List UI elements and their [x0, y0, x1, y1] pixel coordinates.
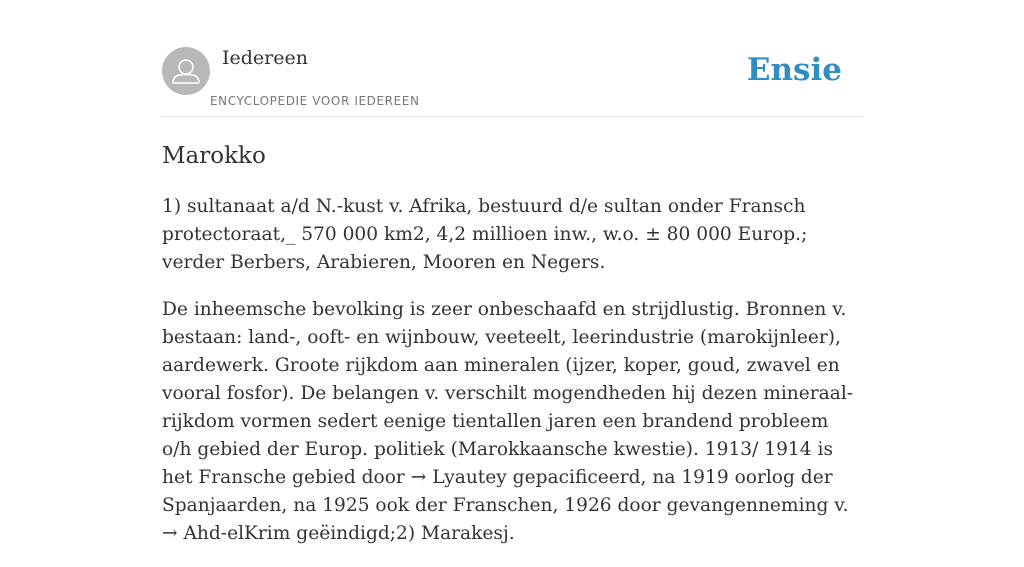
article-body [162, 193, 862, 548]
header [162, 0, 862, 117]
avatar[interactable] [162, 47, 210, 95]
author-name[interactable]: Iedereen [222, 47, 308, 69]
article-paragraph: De inheemsche bevolking is zeer onbeschaafd en strijdlustig. Bronnen v. bestaan: land-, ooft- en wijnbouw, veeteelt, leerindustrie (marokijnleer), aardewerk. Groote rijkdom aan mineralen (ijzer, koper, goud, zwavel en vooral fosfor). De belangen v. verschilt mogendheden hij dezen mineraal-rijkdom vormen sedert eenige tientallen jaren een brandend probleem o/h gebied der Europ. politiek (Marokkaansche kwestie). 1913/ 1914 is het Fransche gebied door → Lyautey gepacificeerd, na 1919 oorlog der Spanjaarden, na 1925 ook der Franschen, 1926 door gevangenneming v. → Ahd-elKrim geëindigd;2) Marakesj. [162, 299, 854, 544]
site-logo[interactable]: Ensie [746, 52, 842, 88]
user-silhouette-icon [162, 47, 210, 95]
article-title: Marokko [162, 143, 266, 169]
article-paragraph: 1) sultanaat a/d N.-kust v. Afrika, bestuurd d/e sultan onder Fransch protectoraat,_ 570 000 km2, 4,2 millioen inw., w.o. ± 80 000 Europ.; verder Berbers, Arabieren, Mooren en Negers. [162, 196, 808, 273]
page [162, 0, 862, 567]
site-tagline: ENCYCLOPEDIE VOOR IEDEREEN [210, 94, 420, 108]
